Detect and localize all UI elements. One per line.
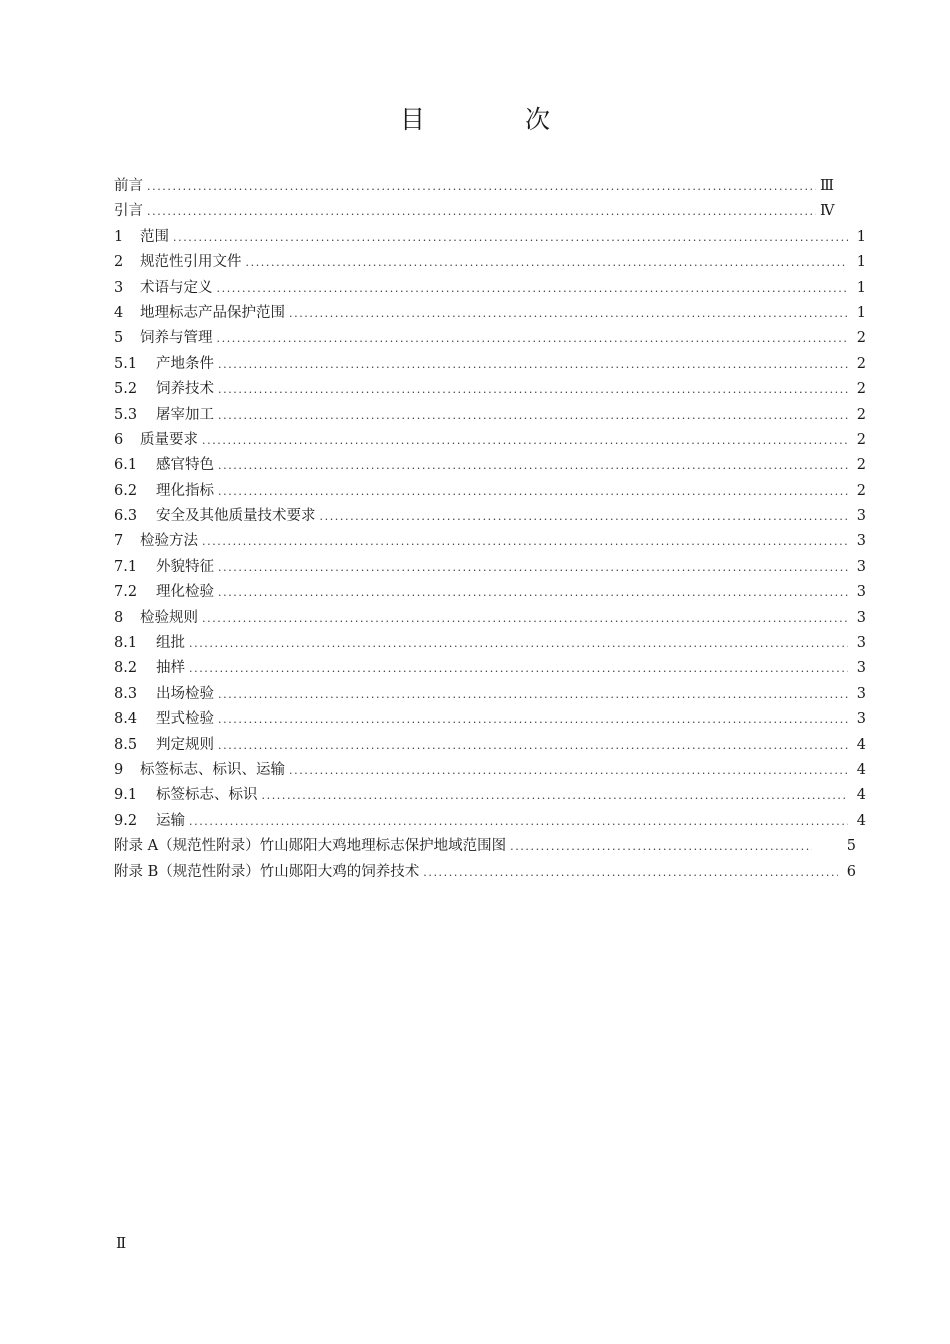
toc-entry-text: 检验方法	[140, 533, 198, 550]
toc-entry-page: 3	[856, 609, 866, 626]
toc-entry-6-2[interactable]	[114, 479, 866, 504]
toc-entry-4[interactable]	[114, 301, 866, 326]
toc-leader-dots	[218, 733, 848, 758]
toc-leader-dots	[202, 529, 848, 554]
toc-entry-text: 外貌特征	[156, 558, 214, 575]
toc-entry-text: 饲养与管理	[140, 330, 213, 347]
toc-entry-page: 4	[856, 736, 866, 753]
toc-entry-page: 3	[856, 711, 866, 728]
toc-entry-number: 5.1	[114, 355, 138, 372]
toc-entry-page: 1	[856, 228, 866, 245]
toc-leader-dots	[246, 250, 849, 275]
toc-entry-page: 4	[856, 761, 866, 778]
toc-entry-2[interactable]	[114, 250, 866, 275]
toc-entry-text: 安全及其他质量技术要求	[156, 508, 316, 525]
toc-entry-text: 判定规则	[156, 736, 214, 753]
toc-entry-page: 4	[856, 787, 866, 804]
toc-entry-page: 3	[856, 584, 866, 601]
toc-entry-number: 7	[114, 533, 124, 550]
table-of-contents	[114, 174, 866, 885]
toc-entry-page: 2	[856, 406, 866, 423]
toc-entry-number: 4	[114, 304, 124, 321]
toc-entry-text: 术语与定义	[140, 279, 213, 296]
toc-entry-text: 范围	[140, 228, 169, 245]
toc-entry-text: 屠宰加工	[156, 406, 214, 423]
toc-entry-page: 3	[856, 508, 866, 525]
toc-leader-dots	[423, 860, 838, 885]
toc-entry-7-1[interactable]	[114, 555, 866, 580]
toc-entry-number: 9.1	[114, 787, 138, 804]
toc-leader-dots	[189, 631, 848, 656]
toc-entry-introduction[interactable]	[114, 199, 866, 224]
toc-entry-text: 理化指标	[156, 482, 214, 499]
toc-entry-page: 3	[856, 558, 866, 575]
toc-entry-8-1[interactable]	[114, 631, 866, 656]
page-title: 目 次	[400, 105, 596, 134]
toc-entry-number: 5.2	[114, 381, 138, 398]
toc-entry-number: 2	[114, 254, 124, 271]
toc-entry-text: 前言	[114, 178, 143, 194]
toc-entry-number: 5	[114, 330, 124, 347]
toc-leader-dots	[510, 834, 812, 859]
toc-entry-text: 组批	[156, 635, 185, 652]
toc-entry-number: 6.1	[114, 457, 138, 474]
toc-leader-dots	[147, 199, 816, 224]
toc-entry-6-3[interactable]	[114, 504, 866, 529]
toc-entry-number: 9	[114, 761, 124, 778]
toc-entry-page: Ⅲ	[820, 178, 834, 194]
toc-entry-page: Ⅳ	[820, 203, 835, 220]
toc-leader-dots	[218, 555, 848, 580]
page-number: Ⅱ	[116, 1234, 127, 1252]
toc-entry-text: 引言	[114, 203, 143, 220]
toc-entry-9[interactable]	[114, 758, 866, 783]
toc-leader-dots	[218, 453, 848, 478]
toc-leader-dots	[217, 276, 849, 301]
toc-entry-page: 5	[846, 838, 856, 855]
toc-leader-dots	[218, 403, 848, 428]
toc-entry-text: 运输	[156, 812, 185, 829]
toc-entry-page: 2	[856, 457, 866, 474]
toc-leader-dots	[202, 606, 848, 631]
toc-leader-dots	[218, 377, 848, 402]
toc-entry-9-1[interactable]	[114, 783, 866, 808]
toc-entry-1[interactable]	[114, 225, 866, 250]
toc-entry-number: 9.2	[114, 812, 138, 829]
toc-entry-8-3[interactable]	[114, 682, 866, 707]
toc-entry-page: 3	[856, 685, 866, 702]
toc-leader-dots	[189, 656, 848, 681]
toc-entry-number: 8.2	[114, 660, 138, 677]
toc-leader-dots	[218, 707, 848, 732]
toc-entry-text: 饲养技术	[156, 381, 214, 398]
toc-leader-dots	[289, 301, 848, 326]
toc-leader-dots	[218, 479, 848, 504]
toc-entry-number: 8.3	[114, 685, 138, 702]
toc-entry-number: 5.3	[114, 406, 138, 423]
toc-leader-dots	[218, 352, 848, 377]
toc-entry-text: 质量要求	[140, 431, 198, 448]
toc-entry-page: 4	[856, 812, 866, 829]
toc-entry-number: 7.1	[114, 558, 138, 575]
toc-entry-8-2[interactable]	[114, 656, 866, 681]
toc-entry-text: 标签标志、标识、运输	[140, 761, 285, 778]
toc-entry-number: 6.2	[114, 482, 138, 499]
toc-entry-number: 6.3	[114, 508, 138, 525]
toc-entry-text: 理化检验	[156, 584, 214, 601]
toc-leader-dots	[173, 225, 848, 250]
toc-leader-dots	[217, 326, 849, 351]
toc-entry-8-5[interactable]	[114, 733, 866, 758]
toc-entry-text: 检验规则	[140, 609, 198, 626]
toc-entry-page: 3	[856, 635, 866, 652]
toc-entry-page: 2	[856, 355, 866, 372]
toc-entry-page: 2	[856, 381, 866, 398]
toc-entry-5-3[interactable]	[114, 403, 866, 428]
toc-entry-text: 型式检验	[156, 711, 214, 728]
toc-entry-text: 规范性引用文件	[140, 254, 242, 271]
toc-entry-page: 1	[856, 279, 866, 296]
toc-entry-6-1[interactable]	[114, 453, 866, 478]
toc-entry-number: 8	[114, 609, 124, 626]
toc-entry-number: 3	[114, 279, 124, 296]
toc-entry-text: 附录 B（规范性附录）竹山郧阳大鸡的饲养技术	[114, 863, 420, 880]
toc-entry-page: 1	[856, 254, 866, 271]
toc-entry-5-2[interactable]	[114, 377, 866, 402]
toc-entry-5-1[interactable]	[114, 352, 866, 377]
toc-entry-page: 1	[856, 304, 866, 321]
toc-entry-number: 7.2	[114, 584, 138, 601]
toc-entry-text: 地理标志产品保护范围	[140, 304, 285, 321]
toc-entry-page: 3	[856, 533, 866, 550]
toc-entry-8[interactable]	[114, 606, 866, 631]
toc-entry-foreword[interactable]	[114, 174, 866, 199]
toc-entry-text: 出场检验	[156, 685, 214, 702]
toc-entry-appendix-a[interactable]	[114, 834, 866, 859]
toc-leader-dots	[202, 428, 848, 453]
toc-entry-9-2[interactable]	[114, 809, 866, 834]
toc-entry-page: 6	[846, 863, 856, 880]
toc-entry-appendix-b[interactable]	[114, 860, 866, 885]
toc-entry-text: 附录 A（规范性附录）竹山郧阳大鸡地理标志保护地域范围图	[114, 838, 507, 855]
toc-entry-7-2[interactable]	[114, 580, 866, 605]
toc-entry-6[interactable]	[114, 428, 866, 453]
toc-entry-number: 8.1	[114, 635, 138, 652]
toc-entry-text: 标签标志、标识	[156, 787, 258, 804]
toc-entry-text: 产地条件	[156, 355, 214, 372]
toc-entry-7[interactable]	[114, 529, 866, 554]
toc-leader-dots	[320, 504, 849, 529]
toc-entry-text: 感官特色	[156, 457, 214, 474]
toc-entry-page: 2	[856, 482, 866, 499]
toc-entry-page: 2	[856, 431, 866, 448]
toc-leader-dots	[218, 580, 848, 605]
toc-leader-dots	[189, 809, 848, 834]
toc-leader-dots	[147, 174, 816, 199]
toc-entry-number: 8.5	[114, 736, 138, 753]
toc-entry-number: 6	[114, 431, 124, 448]
toc-entry-5[interactable]	[114, 326, 866, 351]
toc-leader-dots	[218, 682, 848, 707]
toc-entry-number: 1	[114, 228, 124, 245]
toc-leader-dots	[262, 783, 849, 808]
toc-entry-number: 8.4	[114, 711, 138, 728]
toc-entry-text: 抽样	[156, 660, 185, 677]
toc-entry-3[interactable]	[114, 276, 866, 301]
toc-entry-8-4[interactable]	[114, 707, 866, 732]
toc-leader-dots	[289, 758, 848, 783]
toc-entry-page: 2	[856, 330, 866, 347]
toc-entry-page: 3	[856, 660, 866, 677]
